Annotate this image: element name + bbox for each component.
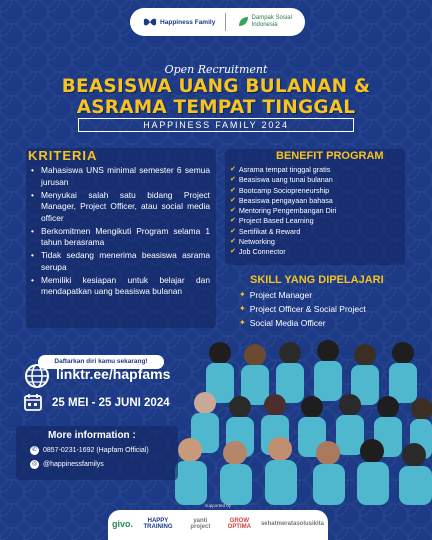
dampak-sosial-logo <box>237 15 292 28</box>
instagram-text: @happinessfamilys <box>43 461 104 468</box>
benefit-item <box>230 175 336 185</box>
benefit-item <box>230 196 336 206</box>
check-icon: ✔ <box>230 196 236 204</box>
benefit-item-label: Beasiswa pengayaan bahasa <box>238 195 333 205</box>
registration-dates: 25 MEI - 25 JUNI 2024 <box>52 397 170 409</box>
lightbulb-icon: ✦ <box>239 318 246 327</box>
register-cta[interactable]: Daftarkan diri kamu sekarang! <box>38 355 164 369</box>
title-line2: ASRAMA TEMPAT TINGGAL <box>76 97 356 118</box>
kriteria-item: • Memiliki kesiapan untuk belajar dan mendapatkan uang beasiswa bulanan <box>30 275 210 298</box>
registration-link[interactable]: linktr.ee/hapfams <box>56 366 171 382</box>
globe-icon <box>24 363 50 389</box>
skill-item <box>239 302 366 316</box>
sponsor-row <box>112 513 324 535</box>
benefit-item-label: Sertifikat & Reward <box>238 226 301 236</box>
sponsor-sehatmerata: sehatmerata <box>260 521 297 527</box>
kriteria-title: KRITERIA <box>28 148 98 163</box>
sponsor-givo: givo. <box>112 519 134 529</box>
kriteria-item: • Berkomitmen Mengikuti Program selama 1 tahun berasrama <box>30 226 210 249</box>
happiness-family-logo <box>143 17 215 27</box>
subtitle: HAPPINESS FAMILY 2024 <box>78 118 354 132</box>
benefit-list <box>230 165 336 258</box>
check-icon: ✔ <box>230 176 236 184</box>
sponsor-grow-optima: GROW OPTIMA <box>227 518 252 530</box>
whatsapp-icon: ✆ <box>31 447 38 453</box>
logo-left-text: Happiness Family <box>160 18 216 26</box>
skill-list <box>239 288 366 330</box>
benefit-item <box>230 186 336 196</box>
group-photo <box>160 325 432 505</box>
instagram-contact[interactable] <box>30 460 104 469</box>
benefit-item-label: Networking <box>238 237 275 247</box>
logo-divider <box>225 13 226 31</box>
kriteria-item: • Mahasiswa UNS minimal semester 6 semua jurusan <box>30 165 210 188</box>
benefit-title: BENEFIT PROGRAM <box>276 150 384 162</box>
benefit-item-label: Job Connector <box>238 247 286 257</box>
sponsor-happy-training: HAPPY TRAINING <box>143 518 173 530</box>
instagram-icon: ◎ <box>31 461 38 467</box>
kriteria-item: • Menyukai salah satu bidang Project Manager, Project Officer, atau social media officer <box>30 190 210 225</box>
benefit-item <box>230 227 336 237</box>
benefit-item <box>230 237 336 247</box>
kriteria-list <box>30 165 210 299</box>
check-icon: ✔ <box>230 227 236 235</box>
people-back-row <box>206 340 417 405</box>
kriteria-item: • Tidak sedang menerima beasiswa asrama serupa <box>30 250 210 273</box>
benefit-item <box>230 206 336 216</box>
more-info-title: More information : <box>48 430 136 441</box>
skill-item-label: Project Manager <box>249 290 313 300</box>
lightbulb-icon: ✦ <box>239 290 246 299</box>
skill-item <box>239 288 366 302</box>
check-icon: ✔ <box>230 207 236 215</box>
sponsor-yanti: yanti project <box>190 518 211 530</box>
calendar-icon <box>24 393 42 411</box>
check-icon: ✔ <box>230 248 236 256</box>
check-icon: ✔ <box>230 186 236 194</box>
check-icon: ✔ <box>230 217 236 225</box>
open-recruitment-label: Open Recruitment <box>164 63 268 76</box>
check-icon: ✔ <box>230 238 236 246</box>
benefit-item-label: Mentoring Pengembangan Diri <box>238 206 337 216</box>
benefit-item <box>230 216 336 226</box>
skill-title: SKILL YANG DIPELAJARI <box>250 274 384 286</box>
logo-right-line1: Dampak Sosial <box>251 15 292 22</box>
sponsor-solusikita: solusikita <box>296 521 324 527</box>
butterfly-icon <box>143 17 157 27</box>
phone-contact[interactable] <box>30 446 149 455</box>
skill-item-label: Social Media Officer <box>249 318 326 328</box>
benefit-item <box>230 247 336 257</box>
benefit-item-label: Project Based Learning <box>238 216 314 226</box>
leaf-icon <box>237 16 249 28</box>
title-line1: BEASISWA UANG BULANAN & <box>61 76 371 97</box>
supported-by-label: supported by <box>205 503 232 508</box>
phone-text: 0857-0231-1692 (Hapfam Official) <box>43 447 149 454</box>
benefit-item-label: Bootcamp Sociopreneurship <box>238 185 330 195</box>
benefit-item <box>230 165 336 175</box>
benefit-item-label: Asrama tempat tinggal gratis <box>238 165 331 174</box>
logo-right-line2: Indonesia <box>251 22 278 28</box>
skill-item-label: Project Officer & Social Project <box>249 304 366 314</box>
logo-bar <box>130 8 305 36</box>
benefit-item-label: Beasiswa uang tunai bulanan <box>238 175 333 185</box>
lightbulb-icon: ✦ <box>239 304 246 313</box>
check-icon: ✔ <box>230 166 236 173</box>
